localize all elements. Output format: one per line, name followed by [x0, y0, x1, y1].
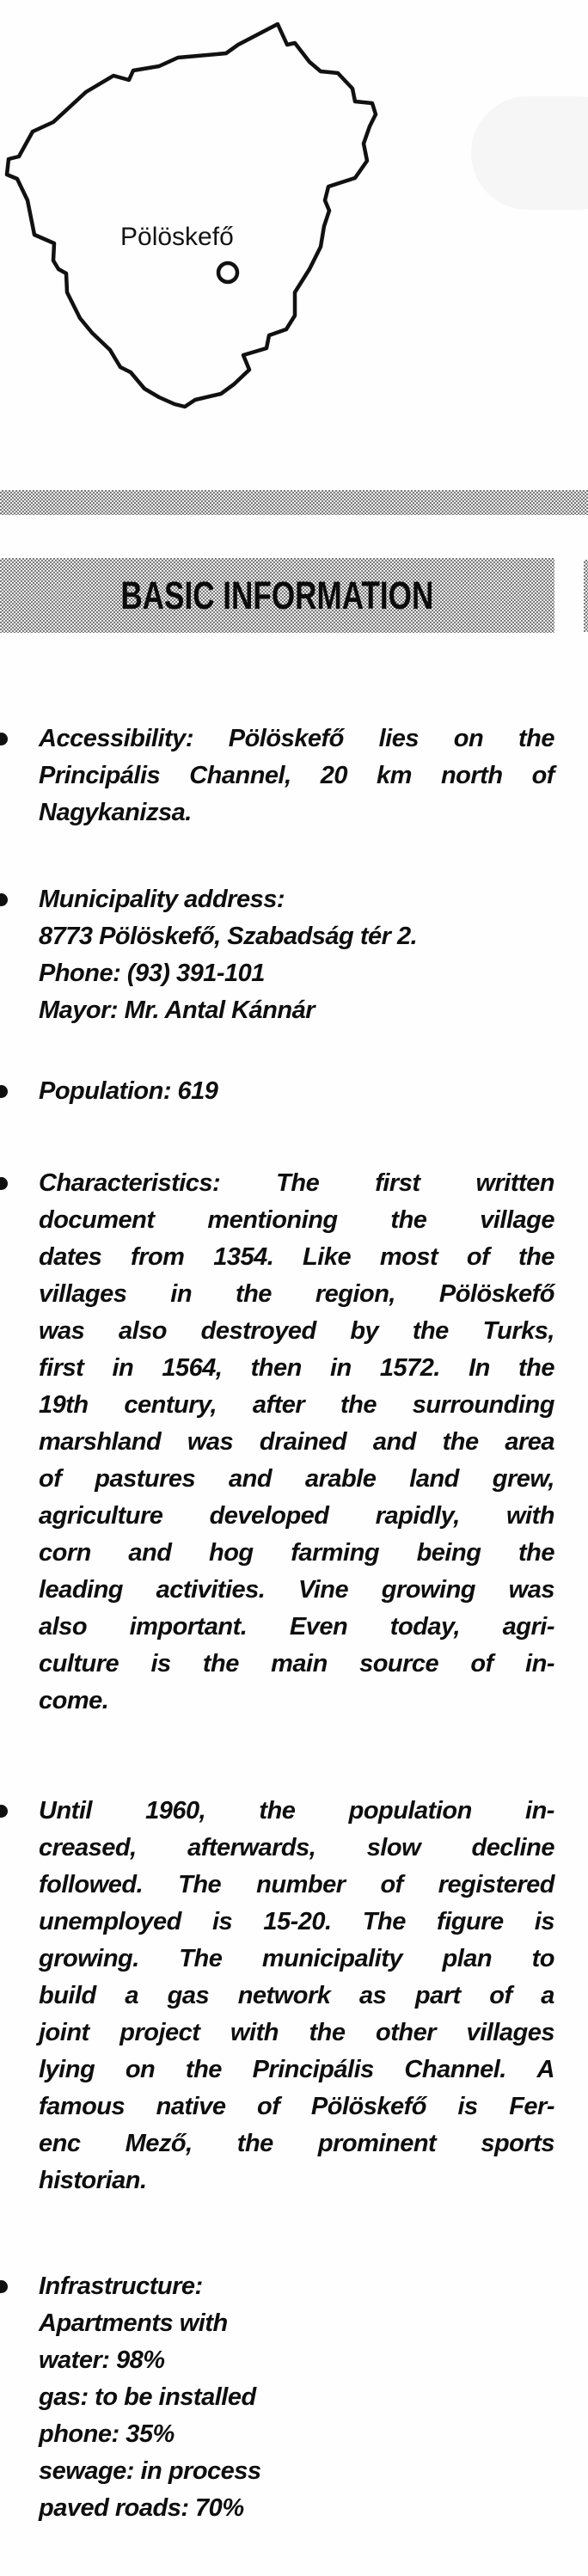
text-line: also important. Even today, agri-	[39, 1613, 554, 1641]
text-line: build a gas network as part of a	[39, 1982, 554, 2009]
text-line: enc Mező, the prominent sports	[39, 2130, 554, 2157]
bullet-item-infrastructure	[0, 2272, 554, 2531]
village-marker-icon	[218, 263, 237, 282]
text-line: of pastures and arable land grew,	[39, 1465, 554, 1493]
section-title: BASIC INFORMATION	[120, 573, 434, 617]
text-line: culture is the main source of in-	[39, 1650, 554, 1677]
text-line: joint project with the other villages	[39, 2019, 554, 2046]
text-line: Nagykanizsa.	[39, 799, 192, 826]
text-line: Principális Channel, 20 km north of	[39, 762, 554, 789]
bullet-item-municipality-address	[0, 886, 554, 1033]
text-line: first in 1564, then in 1572. In the	[39, 1354, 554, 1382]
text-line: water: 98%	[39, 2346, 165, 2374]
text-line: was also destroyed by the Turks,	[39, 1317, 554, 1345]
text-line: Mayor: Mr. Antal Kánnár	[39, 997, 315, 1024]
divider-band	[0, 490, 588, 515]
text-line: paved roads: 70%	[39, 2494, 244, 2522]
text-line: leading activities. Vine growing was	[39, 1576, 554, 1604]
text-line: corn and hog farming being the	[39, 1539, 554, 1567]
text-line: followed. The number of registered	[39, 1871, 554, 1898]
text-line: growing. The municipality plan to	[39, 1945, 554, 1972]
text-line: famous native of Pölöskefő is Fer-	[39, 2093, 554, 2120]
text-line: Until 1960, the population in-	[39, 1797, 554, 1825]
village-name-label: Pölöskefő	[120, 223, 234, 251]
text-line: Apartments with	[39, 2309, 228, 2337]
text-line: 8773 Pölöskefő, Szabadság tér 2.	[39, 923, 418, 950]
bullet-item-characteristics	[0, 1169, 554, 1724]
text-line: Municipality address:	[39, 886, 285, 913]
text-line: Population: 619	[39, 1077, 218, 1105]
scan-artifact-blob	[471, 96, 588, 210]
bullet-list	[0, 725, 554, 2531]
text-line: dates from 1354. Like most of the	[39, 1243, 554, 1271]
text-line: come.	[39, 1687, 109, 1714]
bullet-item-population	[0, 1077, 554, 1114]
bullet-item-until-1960	[0, 1797, 554, 2204]
text-line: villages in the region, Pölöskefő	[39, 1280, 554, 1308]
municipality-map	[0, 0, 404, 439]
bullet-icon	[0, 893, 8, 906]
text-line: Infrastructure:	[39, 2272, 203, 2300]
text-line: sewage: in process	[39, 2457, 261, 2485]
text-line: agriculture developed rapidly, with	[39, 1502, 554, 1530]
text-line: marshland was drained and the area	[39, 1428, 554, 1456]
text-line: lying on the Principális Channel. A	[39, 2056, 554, 2083]
text-line: gas: to be installed	[39, 2383, 256, 2411]
text-line: 19th century, after the surrounding	[39, 1391, 554, 1419]
text-line: phone: 35%	[39, 2420, 175, 2448]
text-line: document mentioning the village	[39, 1206, 554, 1234]
bullet-icon	[0, 733, 8, 745]
bullet-icon	[0, 1805, 8, 1818]
bullet-icon	[0, 2280, 8, 2293]
text-line: unemployed is 15-20. The figure is	[39, 1908, 554, 1935]
text-line: Phone: (93) 391-101	[39, 960, 265, 987]
text-line: historian.	[39, 2167, 147, 2194]
text-line: Characteristics: The first written	[39, 1169, 554, 1197]
bullet-item-accessibility	[0, 725, 554, 836]
text-line: Accessibility: Pölöskefő lies on the	[39, 725, 554, 752]
section-header	[0, 558, 554, 633]
bullet-icon	[0, 1085, 8, 1098]
bullet-icon	[0, 1177, 8, 1190]
text-line: creased, afterwards, slow decline	[39, 1834, 554, 1861]
map-outline	[7, 24, 376, 407]
page-edge-sliver	[584, 560, 588, 632]
map-svg	[0, 0, 404, 439]
